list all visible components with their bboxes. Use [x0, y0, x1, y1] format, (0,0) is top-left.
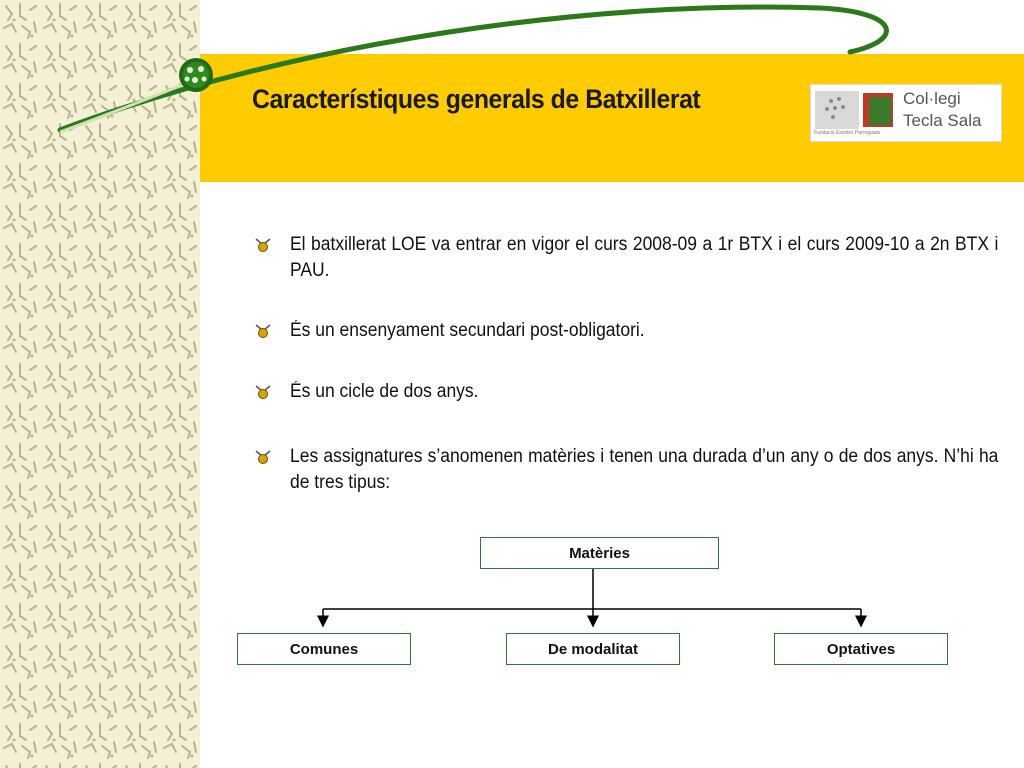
school-logo	[810, 84, 1002, 142]
bullet-text: Les assignatures s’anomenen matèries i tenen una durada d’un any o de dos anys. N’hi ha de tres tipus:	[290, 446, 999, 493]
bee-bullet-icon	[254, 447, 272, 465]
bullet-text: És un ensenyament secundari post-obligatori.	[290, 320, 645, 341]
diagram-box-comunes: Comunes	[237, 633, 411, 665]
bee-bullet-icon	[254, 235, 272, 253]
slide-title: Característiques generals de Batxillerat	[252, 84, 701, 114]
logo-footer: Fundació Escoles Parroquials	[814, 130, 881, 136]
logo-line2: Tecla Sala	[903, 111, 982, 130]
diagram-box-modalitat: De modalitat	[506, 633, 680, 665]
diagram-box-optatives: Optatives	[774, 633, 948, 665]
pattern-graphic	[0, 0, 200, 768]
bee-bullet-icon	[254, 321, 272, 339]
logo-line1: Col·legi	[903, 89, 961, 108]
bee-bullet-icon	[254, 382, 272, 400]
diagram-root-box: Matèries	[480, 537, 719, 569]
bullet-text: El batxillerat LOE va entrar en vigor el curs 2008-09 a 1r BTX i el curs 2009-10 a 2n BTX i PAU.	[290, 234, 999, 281]
bullet-text: És un cicle de dos anys.	[290, 381, 479, 402]
logo-emblem-icon	[813, 89, 899, 133]
side-decorative-pattern	[0, 0, 200, 768]
